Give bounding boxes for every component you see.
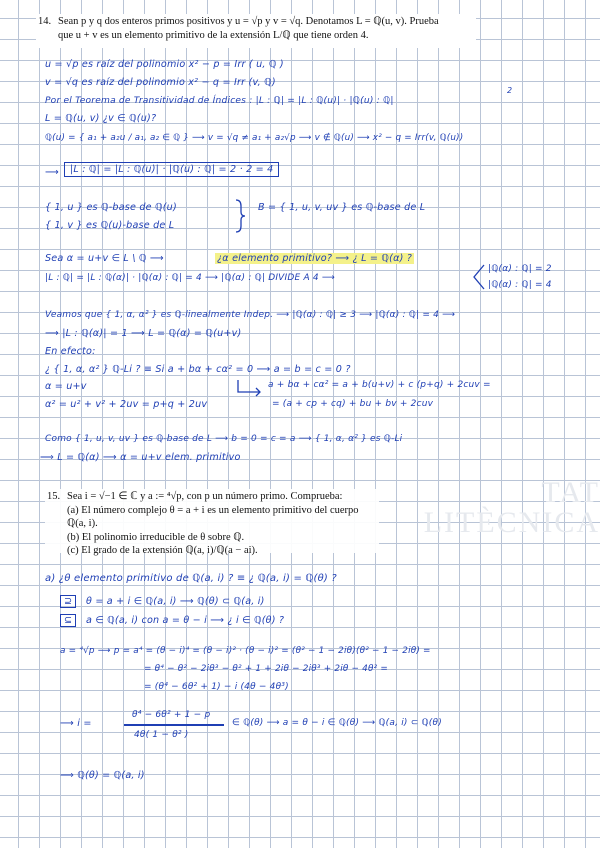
problem-15-item-b: (b) El polinomio irreducible de θ sobre ℚ. [67,531,245,543]
watermark-line-2: LITÈCNICA [423,506,600,539]
sol14-line-7-right: B = { 1, u, v, uv } es ℚ-base de L [258,202,426,213]
problem-14-number: 14. [38,16,52,27]
sol14-line-16: α² = u² + v² + 2uv = p+q + 2uv [45,399,208,410]
sol15-line-1: a) ¿θ elemento primitivo de ℚ(a, i) ? ≡ ¿ ℚ(a, i) = ℚ(θ) ? [45,573,337,584]
watermark [345,478,600,538]
problem-15-text-1: Sea i = √−1 ∈ ℂ y a := ⁴√p, con p un número primo. Comprueba: [67,491,343,502]
sol14-line-9-highlighted-text: ¿α elemento primitivo? ⟶ ¿ L = ℚ(α) ? [217,253,413,264]
sol14-line-2: v = √q es raíz del polinomio x² − q = Irr (v, ℚ) [45,77,276,88]
problem-14-line-1 [38,15,474,29]
problem-14-text-1: Sean p y q dos enteros primos positivos y u = √p y v = √q. Denotamos L = ℚ(u, v). Prueba [58,16,439,27]
sol14-line-9-left: Sea α = u+v ∈ L \ ℚ ⟶ [45,253,164,264]
problem-15-item-a: (a) El número complejo θ = a + i es un elemento primitivo del cuerpo ℚ(a, i). [67,504,359,529]
sol15-fraction-denominator: 4θ( 1 − θ² ) [134,730,189,740]
sol15-box-superset: ⊇ [60,595,76,608]
sol15-fraction-bar [124,724,224,726]
sol14-line-5: ℚ(u) = { a₁ + a₂u / a₁, a₂ ∈ ℚ } ⟶ v = √q ≠ a₁ + a₂√p ⟶ v ∉ ℚ(u) ⟶ x² − q = Irr(v, ℚ(u)) [45,133,464,143]
sol15-line-5: = θ⁴ − θ² − 2iθ³ − θ² + 1 + 2iθ − 2iθ³ + 2iθ − 4θ² = [144,664,389,674]
sol15-line-6: = (θ⁴ − 6θ² + 1) − i (4θ − 4θ³) [144,682,289,692]
sol14-superscript-2: 2 [507,86,513,95]
sol15-line-8: ⟹ ℚ(θ) = ℚ(a, i) [60,770,145,781]
sol15-line-7-left: ⟶ i = [60,718,92,729]
sol14-brace-2 [472,263,486,291]
sol14-line-7: { 1, u } es ℚ-base de ℚ(u) [45,202,177,213]
sol14-brace-1 [234,198,246,234]
problem-15-line-1 [47,490,377,504]
sol14-line-18: ⟹ L = ℚ(α) ⟶ α = u+v elem. primitivo [40,452,241,463]
sol15-line-2: θ = a + i ∈ ℚ(a, i) ⟶ ℚ(θ) ⊂ ℚ(a, i) [86,596,265,607]
sol14-line-16-right: = (a + cp + cq) + bu + bv + 2cuv [272,399,434,409]
sol14-arrow-6: ⟶ [45,167,59,178]
sol15-box-subset: ⊆ [60,614,76,627]
sol14-line-17: Como { 1, u, v, uv } es ℚ-base de L ⟶ b = 0 = c = a ⟶ { 1, α, α² } es ℚ-Li [45,434,403,444]
watermark-line-1: TAT [541,476,600,509]
sol15-line-7-right: ∈ ℚ(θ) ⟶ a = θ − i ∈ ℚ(θ) ⟶ ℚ(a, i) ⊂ ℚ(θ) [232,718,442,728]
problem-15-statement [45,489,379,556]
problem-15-item-c: (c) El grado de la extensión ℚ(a, i)/ℚ(a − ai). [67,545,258,556]
sol14-brace-3 [236,378,264,396]
sol14-line-3: Por el Teorema de Transitividad de Índices : |L : ℚ| = |L : ℚ(u)| · |ℚ(u) : ℚ| [45,96,394,106]
sol14-line-10: |L : ℚ| = |L : ℚ(α)| · |ℚ(α) : ℚ| = 4 ⟶ |ℚ(α) : ℚ| DIVIDE A 4 ⟶ [45,273,335,283]
sol15-line-3: a ∈ ℚ(a, i) con a = θ − i ⟶ ¿ i ∈ ℚ(θ) ? [86,615,285,626]
sol14-line-15-right: a + bα + cα² = a + b(u+v) + c (p+q) + 2cuv = [268,380,491,390]
sol14-line-10-right-1: |ℚ(α) : ℚ| = 2 [488,264,552,274]
sol14-line-11: Veamos que { 1, α, α² } es ℚ-linealmente Indep. ⟶ |ℚ(α) : ℚ| ≥ 3 ⟶ |ℚ(α) : ℚ| = 4 ⟶ [45,310,456,320]
problem-14-statement [36,14,476,48]
sol14-line-15: α = u+v [45,381,87,392]
sol15-fraction-numerator: θ⁴ − 6θ² + 1 − p [132,710,211,720]
sol14-line-4: L = ℚ(u, v) ¿v ∈ ℚ(u)? [45,113,157,124]
problem-15-number: 15. [47,491,61,502]
sol15-line-4: a = ⁴√p ⟶ p = a⁴ = (θ − i)⁴ = (θ − i)² · (θ − i)² = (θ² − 1 − 2iθ)(θ² − 1 − 2iθ) = [60,646,431,656]
sol14-boxed-result: |L : ℚ| = |L : ℚ(u)| · |ℚ(u) : ℚ| = 2 · 2 = 4 [64,162,279,177]
problem-14-line-2: que u + v es un elemento primitivo de la extensión L/ℚ que tiene orden 4. [58,29,369,41]
sol14-line-12: ⟶ |L : ℚ(α)| = 1 ⟶ L = ℚ(α) = ℚ(u+v) [45,328,242,339]
sol14-line-10-right-2: |ℚ(α) : ℚ| = 4 [488,280,552,290]
sol14-line-1: u = √p es raíz del polinomio x² − p = Irr ( u, ℚ ) [45,59,284,70]
sol14-line-9-highlight [215,253,414,264]
sol14-line-14: ¿ { 1, α, α² } ℚ-Li ? ≡ Si a + bα + cα² = 0 ⟶ a = b = c = 0 ? [45,364,351,375]
sol14-line-8: { 1, v } es ℚ(u)-base de L [45,220,175,231]
sol14-line-13: En efecto: [45,346,96,357]
